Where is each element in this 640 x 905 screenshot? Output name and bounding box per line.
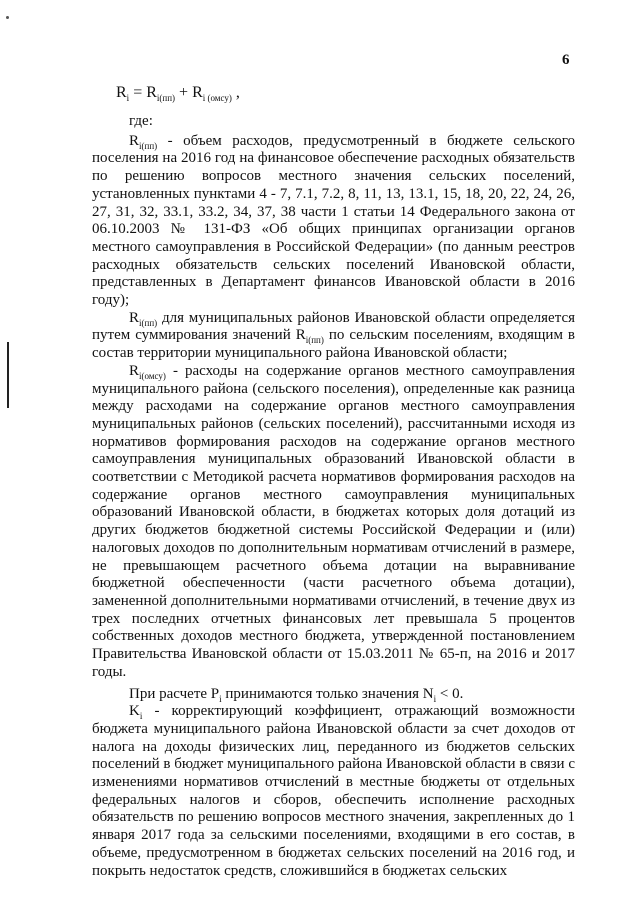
paragraph-text: При расчете P (129, 685, 220, 702)
formula-lhs-sub: i (126, 93, 130, 104)
formula-end: , (231, 84, 240, 101)
paragraph-calculation-note (92, 686, 575, 704)
symbol: R (129, 309, 140, 326)
symbol: R (295, 327, 306, 344)
paragraph-text: - корректирующий коэффициент, отражающий возможности бюджета муниципального района Ивановской области за счет доходов от налога на доходы физических лиц, переданного из бюджетов сельских поселений в бюджет муниципального района Ивановской области в связи с изменениями нормативов отчислений в местные бюджеты от отдельных федеральных налогов и сборов, обеспечить исполнение расходных обязательств по решению вопросов местного значения, закрепленных до 1 января 2017 года за сельскими поселениями, входящими в его состав, в объеме, предусмотренном в бюджетах сельских поселений на 2016 год, и покрыть недостаток средств, сложившийся в бюджетах сельских (92, 703, 575, 879)
margin-line (7, 342, 9, 408)
symbol-sub: i(пп) (305, 335, 324, 346)
formula-term2: R (192, 84, 203, 101)
symbol: R (129, 362, 140, 379)
symbol: R (129, 132, 140, 149)
paragraph-rpp-district (92, 310, 575, 363)
paragraph-text: - объем расходов, предусмотренный в бюджете сельского поселения на 2016 год на финансовое обеспечение расходных обязательств по решению вопросов местного значения сельских поселений, установленных пунктами 4 - 7, 7.1, 7.2, 8, 11, 13, 13.1, 15, 18, 20, 22, 24, 26, 27, 31, 32, 33.1, 33.2, 34, 37, 38 части 1 статьи 14 Федерального закона от 06.10.2003 № 131-ФЗ «Об общих принципах организации органов местного самоуправления в Российской Федерации» (по данным реестров расходных обязательств сельских поселений Ивановской области, представленных в Департамент финансов Ивановской области в 2016 году); (92, 132, 575, 309)
document-body (92, 113, 575, 880)
symbol-sub: i(омсу) (139, 370, 166, 381)
scan-mark (6, 16, 9, 19)
paragraph-ki-definition (92, 703, 575, 880)
symbol-sub: i (139, 711, 143, 722)
page-number: 6 (562, 52, 570, 68)
symbol: K (129, 703, 140, 720)
formula-term1-sub: i(пп) (156, 93, 176, 104)
formula-plus: + (175, 84, 193, 101)
paragraph-text: - расходы на содержание органов местного самоуправления муниципального района (сельского поселения), определенные как разница между расходами на содержание органов местного самоуправления муниципальных районов (сельских поселений), рассчитанными исходя из нормативов формирования расходов на содержание органов местного самоуправления муниципальных образований Ивановской области в соответствии с Методикой расчета нормативов формирования расходов на содержание органов местного самоуправления муниципальных образований Ивановской области, в бюджетах которых доля дотаций из других бюджетов бюджетной системы Российской Федерации и (или) налоговых доходов по дополнительным нормативам отчислений в размере, не превышающем расчетного объема дотации на выравнивание бюджетной обеспеченности (части расчетного объема дотации), замененной дополнительными нормативами отчислений, в течение двух из трех последних отчетных финансовых лет превышала 5 процентов собственных доходов местного бюджета, утвержденной постановлением Правительства Ивановской области от 15.03.2011 № 65-п, на 2016 и 2017 годы. (92, 362, 575, 680)
formula-equals: = (129, 84, 147, 101)
paragraph-romsu-definition (92, 363, 575, 682)
formula-term2-sub: i (омсу) (202, 93, 232, 104)
paragraph-text: < 0. (436, 685, 464, 702)
symbol-sub: i (219, 693, 222, 704)
paragraph-rpp-definition (92, 133, 575, 310)
formula-term1: R (146, 84, 157, 101)
formula-lhs: R (116, 84, 127, 101)
where-label: где: (129, 113, 153, 129)
paragraph-text: принимаются только значения N (221, 685, 434, 702)
paragraph-text: по сельским поселениям, входящим в состав территории муниципального района Ивановской области; (92, 327, 576, 362)
formula (116, 84, 240, 103)
symbol-sub: i(пп) (139, 140, 158, 151)
paragraph-text: для муниципальных районов Ивановской области определяется путем суммирования значений (92, 309, 575, 344)
symbol-sub: i (433, 693, 437, 704)
symbol-sub: i(пп) (139, 317, 158, 328)
